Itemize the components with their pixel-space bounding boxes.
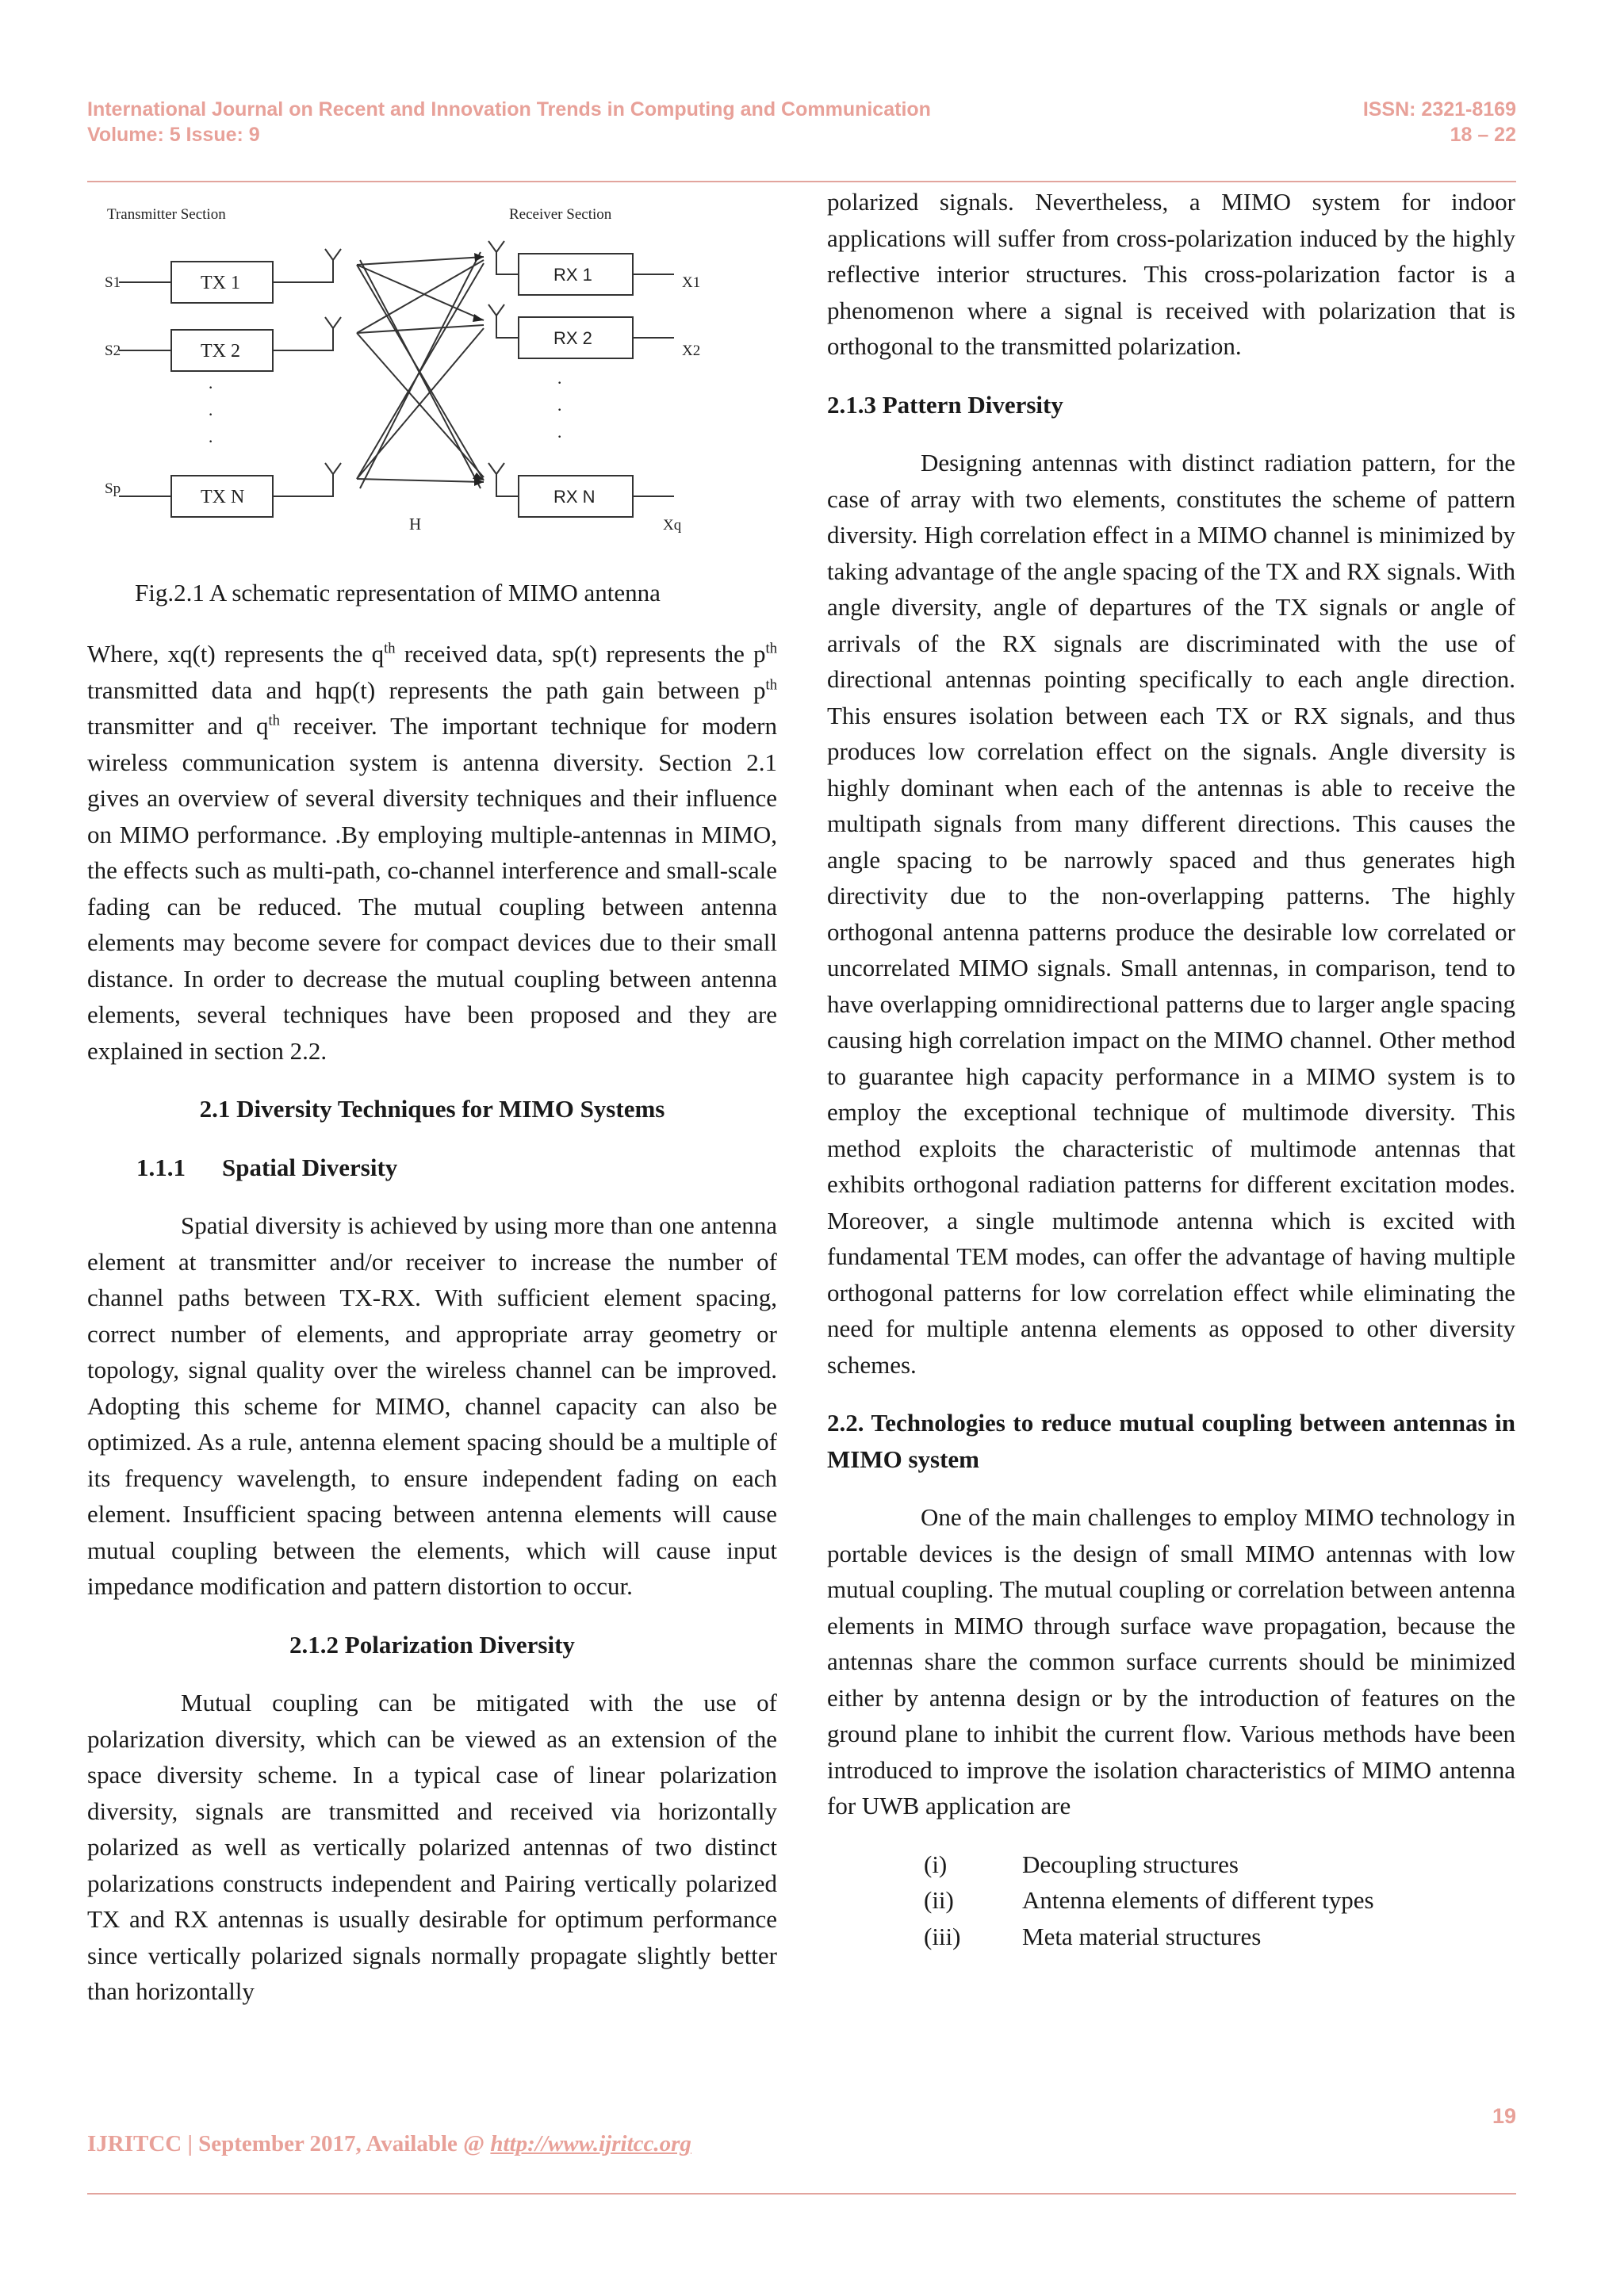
svg-text:·: · — [557, 427, 563, 446]
polarization-diversity-paragraph: Mutual coupling can be mitigated with the use of polarization diversity, which can be viewed as an extension of the space diversity scheme. In a typical case of linear polarization diversity, signals are transmitted and received via horizontally polarized as well as vertically polarized antennas of two distinct polarizations constructs independent and Pairing vertically polarized TX and RX antennas is usually desirable for optimum performance since vertically polarized signals normally propagate slightly better than horizontally — [87, 1689, 777, 2005]
right-column — [827, 184, 1515, 1954]
xq-label: Xq — [663, 517, 682, 534]
txn-label: TX N — [201, 487, 245, 507]
journal-link[interactable]: http://www.ijritcc.org — [490, 2131, 691, 2156]
svg-text:·: · — [557, 373, 563, 392]
svg-text:·: · — [208, 404, 214, 424]
tx2-label: TX 2 — [201, 341, 240, 362]
tx1-label: TX 1 — [201, 273, 240, 293]
section-heading-2-1-3: 2.1.3 Pattern Diversity — [827, 390, 1063, 419]
intro-paragraph: Where, xq(t) represents the $q^{th}$ received data, sp(t) represents the $p^{th}$ transmitted data and hqp(t) represents the path gain between $p^{th}$ transmitter and $q^{th}$ receiver. The important technique for modern wireless communication system is antenna diversity. Section 2.1 gives an overview of several diversity techniques and their influence on MIMO performance. .By employing multiple-antennas in MIMO, the effects such as multi-path, co-channel interference and small-scale fading can be reduced. The mutual coupling between antenna elements may become severe for compact devices due to their small distance. In order to decrease the mutual coupling between antenna elements, several techniques have been proposed and they are explained in section 2.2. — [87, 640, 777, 1065]
svg-text:·: · — [208, 431, 214, 451]
list-item: (i) Decoupling structures — [924, 1850, 1239, 1878]
polarization-continued-paragraph: polarized signals. Nevertheless, a MIMO system for indoor applications will suffer from cross-polarization induced by the highly reflective interior structures. This cross-polarization factor is a phenomenon where a signal is received with polarization that is orthogonal to the transmitted polarization. — [827, 188, 1515, 360]
x2-label: X2 — [682, 342, 701, 359]
transmitter-section-label: Transmitter Section — [107, 206, 226, 223]
mutual-coupling-paragraph: One of the main challenges to employ MIMO technology in portable devices is the design of small MIMO antennas with low mutual coupling. The mutual coupling or correlation between antenna elements in MIMO through surface wave propagation, because the antennas share the common surface currents should be minimized either by antenna design or by the introduction of features on the ground plane to inhibit the current flow. Various methods have been introduced to improve the isolation characteristics of MIMO antenna for UWB application are — [827, 1503, 1515, 1820]
journal-title: International Journal on Recent and Innovation Trends in Computing and Communication — [87, 98, 931, 121]
section-heading-1-1-1: 1.1.1 Spatial Diversity — [136, 1153, 398, 1181]
section-heading-2-2: 2.2. Technologies to reduce mutual coupling between antennas in MIMO system — [827, 1409, 1515, 1473]
volume-issue: Volume: 5 Issue: 9 — [87, 124, 260, 146]
mimo-schematic-figure — [103, 193, 777, 566]
methods-list — [827, 1846, 1515, 1955]
footer-rule — [87, 2193, 1516, 2195]
x1-label: X1 — [682, 274, 701, 291]
s2-label: S2 — [105, 342, 121, 359]
list-item: (ii) Antenna elements of different types — [924, 1886, 1374, 1914]
rx2-label: RX 2 — [553, 328, 592, 348]
receiver-section-label: Receiver Section — [509, 206, 612, 223]
s1-label: S1 — [105, 274, 121, 291]
rx1-label: RX 1 — [553, 265, 592, 285]
h-label: H — [409, 515, 422, 534]
section-heading-2-1: 2.1 Diversity Techniques for MIMO Systems — [199, 1095, 665, 1123]
list-item: (iii) Meta material structures — [924, 1922, 1262, 1950]
svg-text:·: · — [557, 400, 563, 419]
issn: ISSN: 2321-8169 — [1362, 98, 1516, 121]
sp-label: Sp — [105, 480, 121, 497]
section-heading-2-1-2: 2.1.2 Polarization Diversity — [289, 1630, 575, 1659]
figure-caption: Fig.2.1 A schematic representation of MIMO antenna — [135, 579, 661, 607]
pattern-diversity-paragraph: Designing antennas with distinct radiation pattern, for the case of array with two elements, constitutes the scheme of pattern diversity. High correlation effect in a MIMO channel is minimized by taking advantage of the angle spacing of the TX and RX signals. With angle diversity, angle of departures of the TX signals or angle of arrivals of the RX signals are discriminated with the use of directional antennas pointing specifically to each angle direction. This ensures isolation between each TX or RX signals, and thus produces low correlation effect on the signals. Angle diversity is highly dominant when each of the antennas is able to receive the multipath signals from many different directions. This causes the angle spacing to be narrowly spaced and thus generates high directivity due to the non-overlapping patterns. The highly orthogonal antenna patterns produce the desirable low correlated or uncorrelated MIMO signals. Small antennas, in comparison, tend to have overlapping omnidirectional patterns due to larger angle spacing causing high correlation impact on the MIMO channel. Other method to guarantee high capacity performance in a MIMO system is to employ the exceptional technique of multimode diversity. This method exploits the characteristic of multimode antennas that exhibits orthogonal radiation patterns for different excitation modes. Moreover, a single multimode antenna which is excited with fundamental TEM modes, can offer the advantage of having multiple orthogonal patterns for low correlation effect while eliminating the need for multiple antenna elements as opposed to other diversity schemes. — [827, 449, 1515, 1379]
left-column — [87, 636, 777, 2010]
spatial-diversity-paragraph: Spatial diversity is achieved by using more than one antenna element at transmitter and/or receiver to increase the number of channel paths between TX-RX. With sufficient element spacing, correct number of elements, and appropriate array geometry or topology, signal quality over the wireless channel can be improved. Adopting this scheme for MIMO, channel capacity can also be optimized. As a rule, antenna element spacing should be a multiple of its frequency wavelength, to ensure independent fading on each element. Insufficient spacing between antenna elements will cause mutual coupling between the elements, which will cause input impedance modification and pattern distortion to occur. — [87, 1211, 777, 1600]
page-header — [87, 97, 1516, 147]
page-range: 18 – 22 — [1450, 124, 1516, 146]
header-rule — [87, 181, 1516, 182]
footer-text: IJRITCC | September 2017, Available @ http://www.ijritcc.org — [87, 2131, 691, 2156]
svg-text:·: · — [208, 377, 214, 397]
rxn-label: RX N — [553, 487, 596, 507]
page-number: 19 — [1492, 2104, 1516, 2128]
